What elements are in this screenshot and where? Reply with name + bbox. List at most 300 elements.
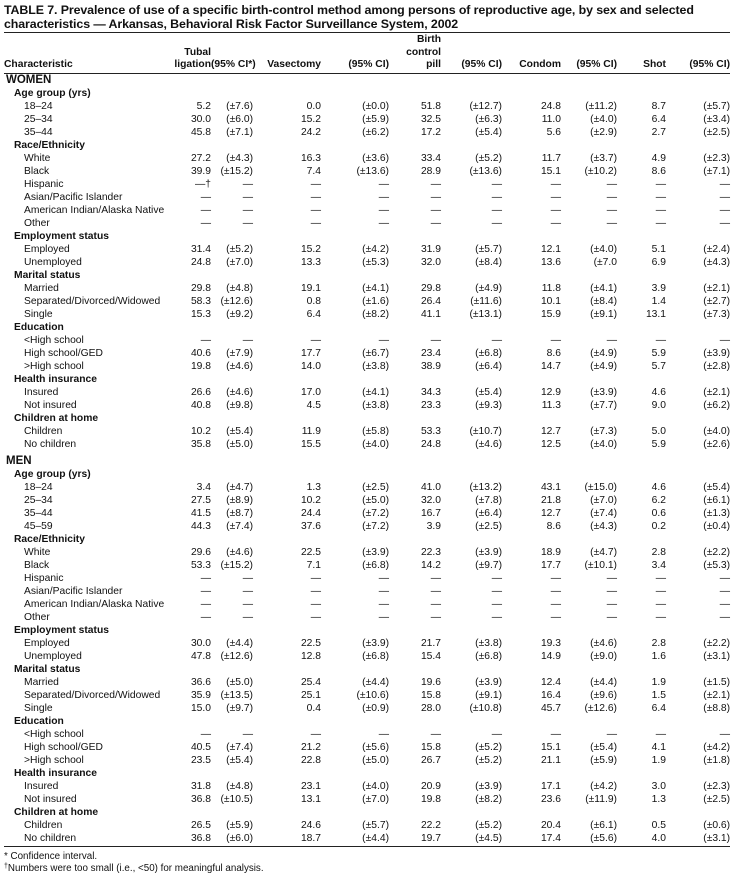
- row-label: Children at home: [14, 807, 99, 818]
- value-cell: —: [550, 179, 561, 190]
- value-cell: 5.9: [651, 348, 666, 359]
- ci-cell: —: [491, 612, 502, 623]
- row-label: >High school: [24, 755, 84, 766]
- table-row: [4, 728, 730, 741]
- table-row: [4, 559, 730, 572]
- value-cell: 1.9: [651, 677, 666, 688]
- ci-cell: —: [378, 612, 389, 623]
- ci-cell: (±5.7): [362, 820, 389, 831]
- ci-cell: (±15.2): [220, 560, 253, 571]
- value-cell: —: [430, 335, 441, 346]
- table-row: [4, 832, 730, 845]
- value-cell: 15.3: [190, 309, 211, 320]
- value-cell: 53.3: [420, 426, 441, 437]
- row-label: High school/GED: [24, 348, 103, 359]
- ci-cell: (±4.0): [362, 781, 389, 792]
- ci-cell: (±4.0): [703, 426, 731, 437]
- table-title: TABLE 7. Prevalence of use of a specific birth-control method among persons of reproductive age, by sex and selected characteristics — Arkansas, Behavioral Risk Factor Surveillance System, 2002: [4, 3, 694, 31]
- ci-cell: —: [491, 205, 502, 216]
- ci-cell: (±13.1): [469, 309, 502, 320]
- ci-cell: (±3.9): [475, 677, 502, 688]
- table-row: [4, 507, 730, 520]
- group-header: [4, 412, 730, 425]
- value-cell: 12.5: [540, 439, 561, 450]
- value-cell: 5.2: [196, 101, 211, 112]
- value-cell: —: [430, 205, 441, 216]
- ci-cell: (±6.0): [226, 833, 253, 844]
- col-ci-2: (95% CI): [348, 59, 389, 70]
- value-cell: 38.9: [420, 361, 441, 372]
- col-ci-4: (95% CI): [576, 59, 617, 70]
- value-cell: 20.4: [540, 820, 561, 831]
- value-cell: —: [310, 192, 321, 203]
- value-cell: 26.4: [420, 296, 441, 307]
- value-cell: 15.1: [540, 742, 561, 753]
- group-header: [4, 468, 730, 481]
- ci-cell: —: [378, 729, 389, 740]
- value-cell: 3.4: [651, 560, 666, 571]
- row-label: 18–24: [24, 482, 53, 493]
- ci-cell: (±3.9): [703, 348, 731, 359]
- group-header: [4, 663, 730, 676]
- ci-cell: (±10.1): [584, 560, 617, 571]
- ci-cell: (±9.7): [475, 560, 502, 571]
- ci-cell: (±4.5): [475, 833, 502, 844]
- row-label: Unemployed: [24, 651, 82, 662]
- row-label: 18–24: [24, 101, 53, 112]
- ci-cell: (±3.1): [703, 833, 731, 844]
- ci-cell: (±11.2): [585, 101, 617, 112]
- value-cell: 4.5: [306, 400, 321, 411]
- ci-cell: (±0.6): [703, 820, 731, 831]
- ci-cell: (±6.0): [226, 114, 253, 125]
- value-cell: 12.7: [540, 426, 561, 437]
- ci-cell: (±6.8): [475, 348, 502, 359]
- ci-cell: (±5.2): [475, 153, 502, 164]
- value-cell: 18.9: [540, 547, 561, 558]
- value-cell: 24.4: [300, 508, 321, 519]
- ci-cell: (±4.4): [590, 677, 617, 688]
- value-cell: 6.4: [651, 114, 666, 125]
- table-row: [4, 676, 730, 689]
- ci-cell: (±5.4): [226, 426, 253, 437]
- value-cell: —: [200, 612, 211, 623]
- table-row: [4, 611, 730, 624]
- row-label: White: [24, 547, 51, 558]
- ci-cell: —: [242, 218, 253, 229]
- ci-cell: —: [378, 192, 389, 203]
- ci-cell: (±4.9): [590, 361, 617, 372]
- table-row: [4, 793, 730, 806]
- value-cell: 3.0: [651, 781, 666, 792]
- ci-cell: (±4.0): [590, 114, 617, 125]
- row-label: Unemployed: [24, 257, 82, 268]
- top-rule: [4, 32, 730, 33]
- value-cell: —: [430, 179, 441, 190]
- value-cell: 7.1: [306, 560, 321, 571]
- col-ci-3: (95% CI): [461, 59, 502, 70]
- ci-cell: —: [606, 586, 617, 597]
- ci-cell: (±2.2): [703, 547, 731, 558]
- value-cell: —: [655, 218, 666, 229]
- table-row: [4, 360, 730, 373]
- ci-cell: (±4.1): [590, 283, 617, 294]
- ci-cell: (±11.6): [470, 296, 502, 307]
- value-cell: 14.2: [420, 560, 441, 571]
- row-label: Asian/Pacific Islander: [24, 192, 123, 203]
- row-label: Insured: [24, 387, 59, 398]
- value-cell: 3.4: [196, 482, 211, 493]
- value-cell: 0.5: [651, 820, 666, 831]
- ci-cell: —: [719, 179, 731, 190]
- ci-cell: —: [606, 192, 617, 203]
- ci-cell: (±5.9): [226, 820, 253, 831]
- value-cell: 28.9: [420, 166, 441, 177]
- table-row: [4, 152, 730, 165]
- value-cell: 21.1: [540, 755, 561, 766]
- value-cell: 14.0: [300, 361, 321, 372]
- group-header: [4, 373, 730, 386]
- ci-cell: —: [719, 218, 731, 229]
- value-cell: 18.7: [300, 833, 321, 844]
- ci-cell: (±2.6): [703, 439, 731, 450]
- value-cell: 32.0: [420, 495, 441, 506]
- value-cell: 15.8: [420, 690, 441, 701]
- value-cell: —: [550, 205, 561, 216]
- group-header: [4, 87, 730, 100]
- ci-cell: —: [242, 612, 253, 623]
- ci-cell: (±7.0): [362, 794, 389, 805]
- ci-cell: —: [719, 729, 731, 740]
- ci-cell: (±6.8): [362, 560, 389, 571]
- value-cell: 15.8: [420, 742, 441, 753]
- value-cell: 5.6: [546, 127, 561, 138]
- value-cell: 5.0: [651, 426, 666, 437]
- value-cell: 0.4: [306, 703, 321, 714]
- value-cell: 5.7: [651, 361, 666, 372]
- value-cell: 31.9: [420, 244, 441, 255]
- ci-cell: —: [242, 205, 253, 216]
- ci-cell: (±5.0): [362, 755, 389, 766]
- value-cell: 23.3: [420, 400, 441, 411]
- ci-cell: (±5.3): [703, 560, 731, 571]
- ci-cell: (±11.9): [585, 794, 617, 805]
- value-cell: 15.4: [420, 651, 441, 662]
- value-cell: 17.7: [540, 560, 561, 571]
- value-cell: 51.8: [420, 101, 441, 112]
- value-cell: 27.2: [190, 153, 211, 164]
- table-row: [4, 819, 730, 832]
- ci-cell: (±5.4): [703, 482, 731, 493]
- ci-cell: (±10.8): [469, 703, 502, 714]
- value-cell: 13.6: [540, 257, 561, 268]
- row-label: Children: [24, 426, 63, 437]
- row-label: Other: [24, 612, 50, 623]
- ci-cell: (±9.8): [226, 400, 253, 411]
- value-cell: 6.2: [651, 495, 666, 506]
- table-row: [4, 689, 730, 702]
- value-cell: 22.5: [300, 547, 321, 558]
- row-label: Black: [24, 166, 50, 177]
- row-label: Separated/Divorced/Widowed: [24, 690, 161, 701]
- row-label: 25–34: [24, 114, 53, 125]
- value-cell: 26.5: [190, 820, 211, 831]
- ci-cell: (±5.6): [362, 742, 389, 753]
- value-cell: —: [550, 612, 561, 623]
- value-cell: 8.6: [651, 166, 666, 177]
- value-cell: 19.8: [190, 361, 211, 372]
- value-cell: —: [430, 573, 441, 584]
- ci-cell: (±12.6): [584, 703, 617, 714]
- row-label: 35–44: [24, 127, 53, 138]
- value-cell: 30.0: [190, 114, 211, 125]
- value-cell: 11.8: [541, 283, 561, 294]
- ci-cell: (±3.8): [475, 638, 502, 649]
- value-cell: 8.7: [651, 101, 666, 112]
- ci-cell: (±3.4): [703, 114, 731, 125]
- ci-cell: —: [242, 586, 253, 597]
- group-header: [4, 139, 730, 152]
- value-cell: 3.9: [651, 283, 666, 294]
- value-cell: 11.0: [541, 114, 561, 125]
- value-cell: 15.0: [190, 703, 211, 714]
- ci-cell: (±7.9): [226, 348, 253, 359]
- value-cell: —: [310, 205, 321, 216]
- ci-cell: —: [378, 179, 389, 190]
- ci-cell: (±7.6): [226, 101, 253, 112]
- row-label: Married: [24, 283, 59, 294]
- ci-cell: (±3.9): [475, 547, 502, 558]
- value-cell: 0.0: [306, 101, 321, 112]
- ci-cell: —: [719, 599, 731, 610]
- table-row: [4, 399, 730, 412]
- ci-cell: —: [378, 205, 389, 216]
- ci-cell: (±2.7): [703, 296, 731, 307]
- value-cell: —: [655, 192, 666, 203]
- col-birth-control-pill: Birth control pill: [406, 34, 441, 70]
- table-row: [4, 256, 730, 269]
- ci-cell: (±6.2): [703, 400, 731, 411]
- ci-cell: (±3.9): [475, 781, 502, 792]
- value-cell: 0.2: [651, 521, 666, 532]
- row-label: No children: [24, 439, 77, 450]
- col-ci-1: (95% CI*): [211, 59, 256, 70]
- value-cell: 19.8: [420, 794, 441, 805]
- row-label: Race/Ethnicity: [14, 140, 85, 151]
- ci-cell: —: [491, 218, 502, 229]
- value-cell: 11.3: [541, 400, 561, 411]
- ci-cell: —: [606, 573, 617, 584]
- ci-cell: (±6.1): [703, 495, 731, 506]
- value-cell: 2.8: [651, 547, 666, 558]
- value-cell: 15.9: [540, 309, 561, 320]
- value-cell: —: [550, 573, 561, 584]
- ci-cell: —: [606, 729, 617, 740]
- value-cell: 5.1: [651, 244, 666, 255]
- ci-cell: —: [719, 205, 731, 216]
- ci-cell: (±5.8): [362, 426, 389, 437]
- ci-cell: (±8.2): [475, 794, 502, 805]
- ci-cell: (±15.2): [220, 166, 253, 177]
- ci-cell: (±3.6): [362, 153, 389, 164]
- value-cell: —: [430, 729, 441, 740]
- table-row: [4, 165, 730, 178]
- value-cell: 16.4: [540, 690, 561, 701]
- row-label: WOMEN: [6, 74, 52, 86]
- value-cell: 16.3: [300, 153, 321, 164]
- section-header: [4, 455, 730, 468]
- table-row: [4, 494, 730, 507]
- ci-cell: (±6.8): [362, 651, 389, 662]
- group-header: [4, 321, 730, 334]
- row-label: 25–34: [24, 495, 53, 506]
- value-cell: 4.1: [651, 742, 666, 753]
- value-cell: 8.6: [546, 521, 561, 532]
- value-cell: 40.5: [190, 742, 211, 753]
- value-cell: 30.0: [190, 638, 211, 649]
- ci-cell: —: [378, 573, 389, 584]
- ci-cell: (±4.6): [226, 361, 253, 372]
- ci-cell: (±4.2): [362, 244, 389, 255]
- row-label: Black: [24, 560, 50, 571]
- value-cell: 10.2: [190, 426, 211, 437]
- group-header: [4, 715, 730, 728]
- ci-cell: (±2.5): [703, 794, 731, 805]
- value-cell: —: [655, 612, 666, 623]
- value-cell: 24.2: [300, 127, 321, 138]
- ci-cell: (±5.2): [226, 244, 253, 255]
- value-cell: 1.3: [306, 482, 321, 493]
- group-header: [4, 230, 730, 243]
- ci-cell: (±8.7): [226, 508, 253, 519]
- ci-cell: (±5.4): [475, 387, 502, 398]
- ci-cell: (±1.3): [703, 508, 731, 519]
- value-cell: 44.3: [190, 521, 211, 532]
- value-cell: 40.8: [190, 400, 211, 411]
- ci-cell: (±7.3): [703, 309, 731, 320]
- value-cell: 10.1: [540, 296, 561, 307]
- value-cell: 36.8: [190, 794, 211, 805]
- row-label: Other: [24, 218, 50, 229]
- value-cell: —: [430, 599, 441, 610]
- ci-cell: (±7.0): [226, 257, 253, 268]
- ci-cell: (±13.6): [469, 166, 502, 177]
- value-cell: 15.5: [300, 439, 321, 450]
- ci-cell: (±4.0): [590, 244, 617, 255]
- ci-cell: (±4.6): [226, 547, 253, 558]
- value-cell: 9.0: [651, 400, 666, 411]
- ci-cell: —: [378, 599, 389, 610]
- ci-cell: —: [491, 573, 502, 584]
- ci-cell: (±2.1): [703, 387, 731, 398]
- value-cell: 1.6: [651, 651, 666, 662]
- ci-cell: (±13.6): [356, 166, 389, 177]
- ci-cell: —: [491, 586, 502, 597]
- value-cell: —: [550, 218, 561, 229]
- value-cell: 41.5: [190, 508, 211, 519]
- row-label: Race/Ethnicity: [14, 534, 85, 545]
- table-row: [4, 386, 730, 399]
- ci-cell: (±12.6): [220, 651, 253, 662]
- ci-cell: (±4.9): [475, 283, 502, 294]
- ci-cell: (±8.8): [703, 703, 731, 714]
- row-label: Children: [24, 820, 63, 831]
- ci-cell: (±4.4): [362, 833, 389, 844]
- table-row: [4, 191, 730, 204]
- ci-cell: —: [491, 729, 502, 740]
- value-cell: 1.9: [651, 755, 666, 766]
- value-cell: —: [550, 729, 561, 740]
- ci-cell: (±5.2): [475, 755, 502, 766]
- value-cell: 4.6: [651, 387, 666, 398]
- footnote-dagger: †Numbers were too small (i.e., <50) for meaningful analysis.: [4, 863, 264, 874]
- ci-cell: —: [606, 612, 617, 623]
- value-cell: 12.1: [540, 244, 561, 255]
- value-cell: 13.1: [300, 794, 321, 805]
- value-cell: —: [550, 599, 561, 610]
- value-cell: —: [200, 586, 211, 597]
- ci-cell: (±5.0): [226, 677, 253, 688]
- ci-cell: (±4.6): [226, 387, 253, 398]
- value-cell: 29.8: [190, 283, 211, 294]
- value-cell: 27.5: [190, 495, 211, 506]
- ci-cell: (±3.9): [362, 547, 389, 558]
- ci-cell: (±6.7): [362, 348, 389, 359]
- value-cell: 24.8: [190, 257, 211, 268]
- ci-cell: (±4.2): [703, 742, 731, 753]
- value-cell: 19.3: [540, 638, 561, 649]
- value-cell: 22.8: [300, 755, 321, 766]
- value-cell: 45.7: [540, 703, 561, 714]
- ci-cell: —: [719, 586, 731, 597]
- ci-cell: (±12.7): [469, 101, 502, 112]
- value-cell: —: [200, 205, 211, 216]
- ci-cell: (±3.1): [703, 651, 731, 662]
- ci-cell: (±5.7): [703, 101, 731, 112]
- table-row: [4, 295, 730, 308]
- value-cell: 4.9: [651, 153, 666, 164]
- value-cell: —: [310, 729, 321, 740]
- ci-cell: (±9.6): [590, 690, 617, 701]
- ci-cell: (±6.8): [475, 651, 502, 662]
- row-label: Employment status: [14, 625, 109, 636]
- ci-cell: (±2.9): [590, 127, 617, 138]
- table-row: [4, 520, 730, 533]
- ci-cell: (±4.8): [226, 283, 253, 294]
- ci-cell: (±5.9): [590, 755, 617, 766]
- value-cell: 1.4: [651, 296, 666, 307]
- value-cell: 12.4: [540, 677, 561, 688]
- value-cell: 8.6: [546, 348, 561, 359]
- value-cell: —: [430, 586, 441, 597]
- row-label: Married: [24, 677, 59, 688]
- value-cell: 11.9: [301, 426, 321, 437]
- value-cell: 35.9: [190, 690, 211, 701]
- ci-cell: —: [242, 192, 253, 203]
- ci-cell: (±3.9): [590, 387, 617, 398]
- ci-cell: —: [491, 179, 502, 190]
- table-row: [4, 546, 730, 559]
- ci-cell: (±4.6): [475, 439, 502, 450]
- value-cell: 7.4: [306, 166, 321, 177]
- ci-cell: (±6.1): [590, 820, 617, 831]
- table-row: [4, 243, 730, 256]
- ci-cell: (±10.6): [356, 690, 389, 701]
- ci-cell: (±7.8): [475, 495, 502, 506]
- value-cell: —: [655, 179, 666, 190]
- table-row: [4, 100, 730, 113]
- ci-cell: (±2.5): [475, 521, 502, 532]
